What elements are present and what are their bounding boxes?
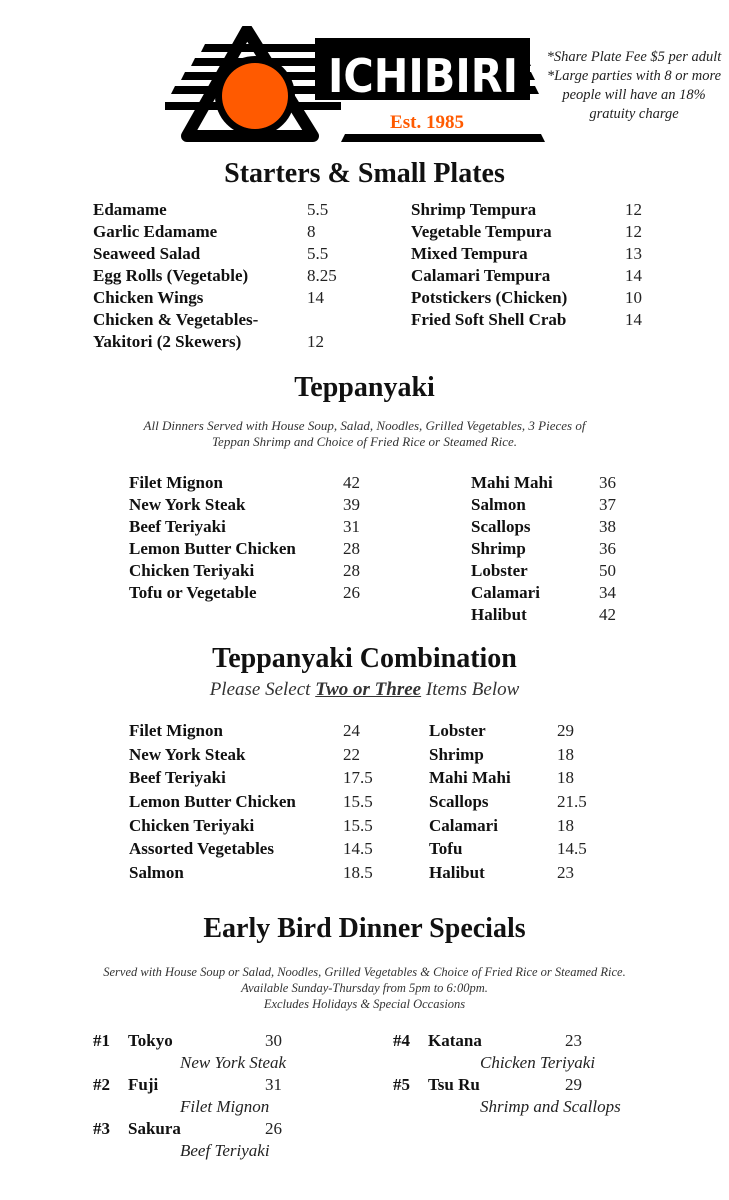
menu-item-name: Lemon Butter Chicken [129, 539, 296, 558]
menu-item-name: Assorted Vegetables [129, 839, 274, 858]
menu-item-name: Lemon Butter Chicken [129, 792, 296, 811]
menu-item-price: 15.5 [343, 816, 373, 835]
early-bird-description-line: Excludes Holidays & Special Occasions [263, 997, 466, 1011]
menu-item-price: 18 [557, 768, 574, 787]
combination-subtitle-emphasis: Two or Three [315, 679, 422, 700]
menu-item-price: 39 [343, 495, 360, 514]
teppanyaki-description [0, 418, 729, 450]
combination-subtitle-text: Items Below [421, 679, 520, 700]
menu-item-name: Beef Teriyaki [129, 517, 226, 536]
ichibiri-logo [165, 26, 545, 146]
special-description: Filet Mignon [180, 1097, 270, 1116]
special-price: 31 [265, 1075, 282, 1094]
special-price: 23 [565, 1031, 582, 1050]
early-bird-title: Early Bird Dinner Specials [203, 913, 526, 944]
menu-item-name: Shrimp Tempura [411, 200, 537, 219]
menu-item-price: 17.5 [343, 768, 373, 787]
menu-item-price: 36 [599, 473, 616, 492]
menu-item-price: 15.5 [343, 792, 373, 811]
menu-item-name: New York Steak [129, 745, 246, 764]
menu-item-price: 8 [307, 222, 316, 241]
established-year: Est. 1985 [390, 112, 464, 133]
special-price: 30 [265, 1031, 282, 1050]
teppanyaki-title: Teppanyaki [294, 372, 435, 403]
menu-item-name: Mahi Mahi [429, 768, 511, 787]
menu-item-price: 28 [343, 539, 360, 558]
menu-item-price: 22 [343, 745, 360, 764]
menu-item-price: 12 [625, 200, 642, 219]
menu-item-name: Chicken Wings [93, 288, 204, 307]
menu-item-name: Shrimp [471, 539, 526, 558]
special-name: Tokyo [128, 1031, 173, 1050]
menu-item-price: 18.5 [343, 863, 373, 882]
menu-item-price: 12 [625, 222, 642, 241]
menu-item-name: Filet Mignon [129, 473, 223, 492]
special-name: Sakura [128, 1119, 181, 1138]
special-number: #2 [93, 1075, 110, 1094]
menu-item-price: 10 [625, 288, 642, 307]
menu-item-name: Calamari [429, 816, 498, 835]
menu-item-name: Beef Teriyaki [129, 768, 226, 787]
menu-item-price: 24 [343, 721, 360, 740]
menu-item-name: Salmon [129, 863, 184, 882]
menu-item-name: Lobster [471, 561, 528, 580]
special-description: Beef Teriyaki [180, 1141, 270, 1160]
menu-item-price: 29 [557, 721, 574, 740]
ichibiri-logo-icon [165, 26, 545, 146]
special-description: Chicken Teriyaki [480, 1053, 596, 1072]
teppanyaki-description-line: Teppan Shrimp and Choice of Fried Rice or Steamed Rice. [212, 434, 517, 449]
special-name: Fuji [128, 1075, 159, 1094]
special-number: #3 [93, 1119, 110, 1138]
brand-name: ICHIBIRI [328, 49, 518, 103]
menu-item-price: 37 [599, 495, 616, 514]
menu-item-name: Salmon [471, 495, 526, 514]
menu-item-name: Calamari [471, 583, 540, 602]
menu-item-name: Tofu [429, 839, 463, 858]
menu-item-name: Scallops [429, 792, 489, 811]
combination-subtitle-text: Please Select [209, 679, 316, 700]
menu-item-name: Chicken & Vegetables- [93, 310, 259, 329]
combination-subtitle [0, 678, 729, 702]
menu-item-price: 31 [343, 517, 360, 536]
early-bird-description [0, 964, 729, 1012]
teppanyaki-description-line: All Dinners Served with House Soup, Salad, Noodles, Grilled Vegetables, 3 Pieces of [143, 418, 586, 433]
menu-item-name: Halibut [471, 605, 527, 624]
menu-notes [543, 48, 725, 124]
menu-item-price: 14.5 [557, 839, 587, 858]
menu-item-name: Scallops [471, 517, 531, 536]
menu-item-price: 18 [557, 745, 574, 764]
menu-item-name: Shrimp [429, 745, 484, 764]
menu-item-price: 26 [343, 583, 360, 602]
menu-item-price: 13 [625, 244, 642, 263]
menu-item-price: 23 [557, 863, 574, 882]
menu-item-price: 5.5 [307, 244, 329, 263]
menu-item-price: 12 [307, 332, 324, 351]
menu-item-name: Lobster [429, 721, 486, 740]
menu-item-price: 14 [625, 266, 642, 285]
menu-item-price: 38 [599, 517, 616, 536]
share-fee-note: *Share Plate Fee $5 per adult [546, 49, 722, 65]
special-name: Tsu Ru [428, 1075, 480, 1094]
menu-item-price: 34 [599, 583, 616, 602]
special-number: #1 [93, 1031, 110, 1050]
menu-item-price: 21.5 [557, 792, 587, 811]
special-description: New York Steak [180, 1053, 287, 1072]
menu-item-name: Tofu or Vegetable [129, 583, 257, 602]
gratuity-note: *Large parties with 8 or more people will have an 18% gratuity charge [546, 68, 722, 122]
menu-item-name: Chicken Teriyaki [129, 816, 255, 835]
menu-item-name: Mahi Mahi [471, 473, 553, 492]
combination-title: Teppanyaki Combination [212, 643, 517, 674]
menu-item-price: 28 [343, 561, 360, 580]
menu-item-name: Halibut [429, 863, 485, 882]
menu-item-price: 42 [343, 473, 360, 492]
menu-item-price: 14 [625, 310, 642, 329]
menu-item-name: Edamame [93, 200, 167, 219]
menu-item-name: Chicken Teriyaki [129, 561, 255, 580]
menu-item-name: Seaweed Salad [93, 244, 201, 263]
menu-item-price: 14 [307, 288, 324, 307]
menu-item-name: Potstickers (Chicken) [411, 288, 568, 307]
early-bird-description-line: Served with House Soup or Salad, Noodles, Grilled Vegetables & Choice of Fried Rice or Steamed Rice. [103, 965, 626, 979]
menu-item-name: Fried Soft Shell Crab [411, 310, 567, 329]
menu-item-price: 8.25 [307, 266, 337, 285]
starters-title: Starters & Small Plates [224, 158, 505, 189]
menu-item-name-continued: Yakitori (2 Skewers) [93, 332, 242, 351]
special-number: #4 [393, 1031, 410, 1050]
menu-item-price: 50 [599, 561, 616, 580]
special-price: 26 [265, 1119, 282, 1138]
menu-item-price: 14.5 [343, 839, 373, 858]
early-bird-description-line: Available Sunday-Thursday from 5pm to 6:00pm. [241, 981, 488, 995]
menu-item-price: 5.5 [307, 200, 329, 219]
special-number: #5 [393, 1075, 410, 1094]
menu-item-name: Garlic Edamame [93, 222, 218, 241]
menu-item-name: Filet Mignon [129, 721, 223, 740]
menu-item-name: New York Steak [129, 495, 246, 514]
menu-item-price: 42 [599, 605, 616, 624]
special-description: Shrimp and Scallops [480, 1097, 621, 1116]
menu-item-name: Egg Rolls (Vegetable) [93, 266, 249, 285]
menu-item-name: Vegetable Tempura [411, 222, 552, 241]
special-name: Katana [428, 1031, 482, 1050]
menu-item-name: Mixed Tempura [411, 244, 528, 263]
special-price: 29 [565, 1075, 582, 1094]
menu-item-price: 18 [557, 816, 574, 835]
menu-item-price: 36 [599, 539, 616, 558]
menu-item-name: Calamari Tempura [411, 266, 551, 285]
